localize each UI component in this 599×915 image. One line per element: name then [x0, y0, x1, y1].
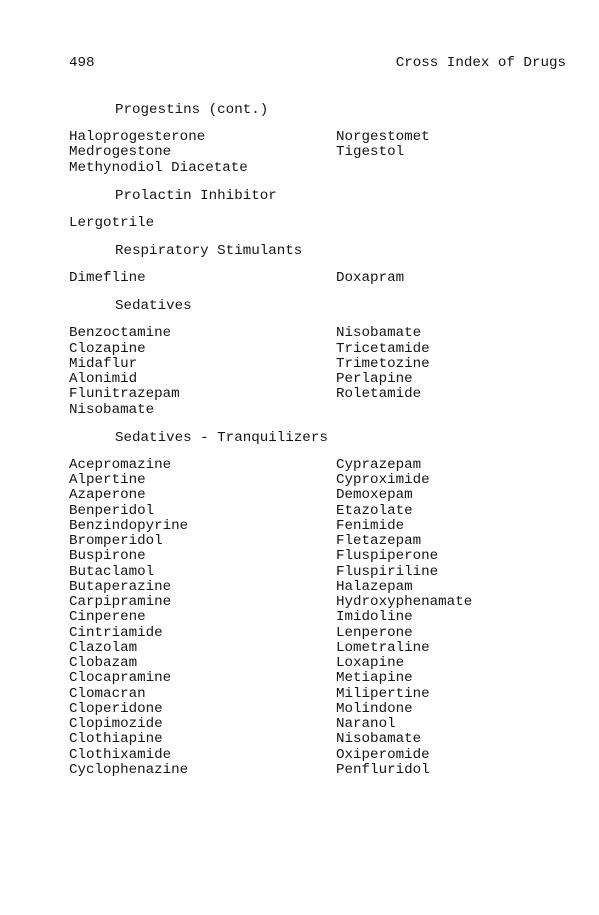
drug-name: Haloprogesterone — [69, 129, 206, 145]
drug-name: Benzoctamine — [69, 325, 172, 342]
drug-name: Clazolam — [69, 639, 138, 656]
index-section — [69, 186, 569, 231]
drug-column-right — [336, 326, 569, 418]
section-heading: Sedatives - Tranquilizers — [115, 429, 328, 446]
drug-name: Lenperone — [336, 624, 413, 641]
drug-name: Buspirone — [69, 548, 146, 565]
drug-name: Fluspiperone — [336, 548, 439, 565]
drug-name: Lometraline — [336, 639, 430, 656]
drug-name: Clobazam — [69, 655, 138, 671]
running-title: Cross Index of Drugs — [395, 55, 566, 71]
drug-name: Cinperene — [69, 609, 146, 626]
drug-columns — [69, 216, 569, 231]
drug-column-left — [69, 458, 336, 778]
drug-column-left — [69, 326, 336, 418]
drug-name: Etazolate — [336, 502, 413, 519]
drug-name: Butaclamol — [69, 563, 155, 580]
page-header — [69, 54, 566, 72]
drug-name: Tigestol — [336, 144, 405, 161]
drug-name: Clozapine — [69, 340, 146, 357]
drug-name: Clothixamide — [69, 746, 172, 763]
drug-name: Clopimozide — [69, 716, 163, 732]
drug-name: Lergotrile — [69, 214, 155, 231]
drug-column-right — [336, 216, 569, 231]
drug-name: Dimefline — [69, 270, 146, 286]
page-number: 498 — [69, 55, 95, 71]
drug-name: Butaperazine — [69, 578, 172, 595]
drug-name: Oxiperomide — [336, 746, 430, 763]
drug-name: Azaperone — [69, 487, 146, 504]
drug-column-right — [336, 130, 569, 176]
drug-name: Benperidol — [69, 502, 155, 519]
drug-name: Clothiapine — [69, 731, 163, 748]
drug-name: Doxapram — [336, 270, 405, 286]
index-section — [69, 428, 569, 778]
section-heading: Sedatives — [115, 298, 192, 315]
drug-name: Cyclophenazine — [69, 761, 189, 778]
drug-name: Clocapramine — [69, 670, 172, 687]
drug-index-content — [69, 100, 569, 788]
drug-name: Tricetamide — [336, 340, 430, 357]
drug-name: Cintriamide — [69, 624, 163, 641]
drug-name: Perlapine — [336, 371, 413, 387]
section-heading: Prolactin Inhibitor — [115, 187, 277, 204]
index-section — [69, 241, 569, 286]
drug-column-right — [336, 458, 569, 778]
drug-name: Cyproximide — [336, 472, 430, 488]
drug-name: Halazepam — [336, 578, 413, 595]
drug-name: Midaflur — [69, 355, 138, 372]
drug-name: Milipertine — [336, 685, 430, 702]
drug-columns — [69, 271, 569, 286]
drug-name: Clomacran — [69, 685, 146, 702]
drug-name: Roletamide — [336, 386, 422, 403]
drug-name: Methynodiol Diacetate — [69, 159, 248, 176]
drug-name: Cloperidone — [69, 700, 163, 717]
section-heading: Respiratory Stimulants — [115, 243, 303, 259]
section-heading: Progestins (cont.) — [115, 102, 269, 118]
drug-name: Loxapine — [336, 655, 405, 671]
index-section — [69, 100, 569, 176]
drug-name: Trimetozine — [336, 355, 430, 372]
drug-columns — [69, 458, 569, 778]
drug-name: Demoxepam — [336, 487, 413, 504]
drug-name: Medrogestone — [69, 144, 172, 161]
drug-name: Flunitrazepam — [69, 386, 180, 403]
drug-name: Benzindopyrine — [69, 517, 189, 534]
drug-name: Imidoline — [336, 609, 413, 626]
drug-column-right — [336, 271, 569, 286]
drug-name: Nisobamate — [69, 401, 155, 418]
drug-name: Naranol — [336, 716, 396, 732]
drug-name: Nisobamate — [336, 731, 422, 748]
drug-name: Alpertine — [69, 472, 146, 488]
drug-column-left — [69, 271, 336, 286]
drug-columns — [69, 326, 569, 418]
drug-name: Fletazepam — [336, 533, 422, 549]
drug-name: Metiapine — [336, 670, 413, 687]
drug-column-left — [69, 216, 336, 231]
drug-name: Acepromazine — [69, 456, 172, 473]
drug-name: Alonimid — [69, 371, 138, 387]
drug-name: Penfluridol — [336, 761, 430, 778]
drug-name: Fenimide — [336, 517, 405, 534]
drug-name: Molindone — [336, 700, 413, 717]
index-section — [69, 296, 569, 418]
drug-name: Carpipramine — [69, 594, 172, 610]
drug-columns — [69, 130, 569, 176]
drug-column-left — [69, 130, 336, 176]
drug-name: Fluspiriline — [336, 563, 439, 580]
drug-name: Cyprazepam — [336, 456, 422, 473]
drug-name: Bromperidol — [69, 533, 163, 549]
drug-name: Hydroxyphenamate — [336, 594, 473, 610]
drug-name: Norgestomet — [336, 129, 430, 145]
drug-name: Nisobamate — [336, 325, 422, 342]
